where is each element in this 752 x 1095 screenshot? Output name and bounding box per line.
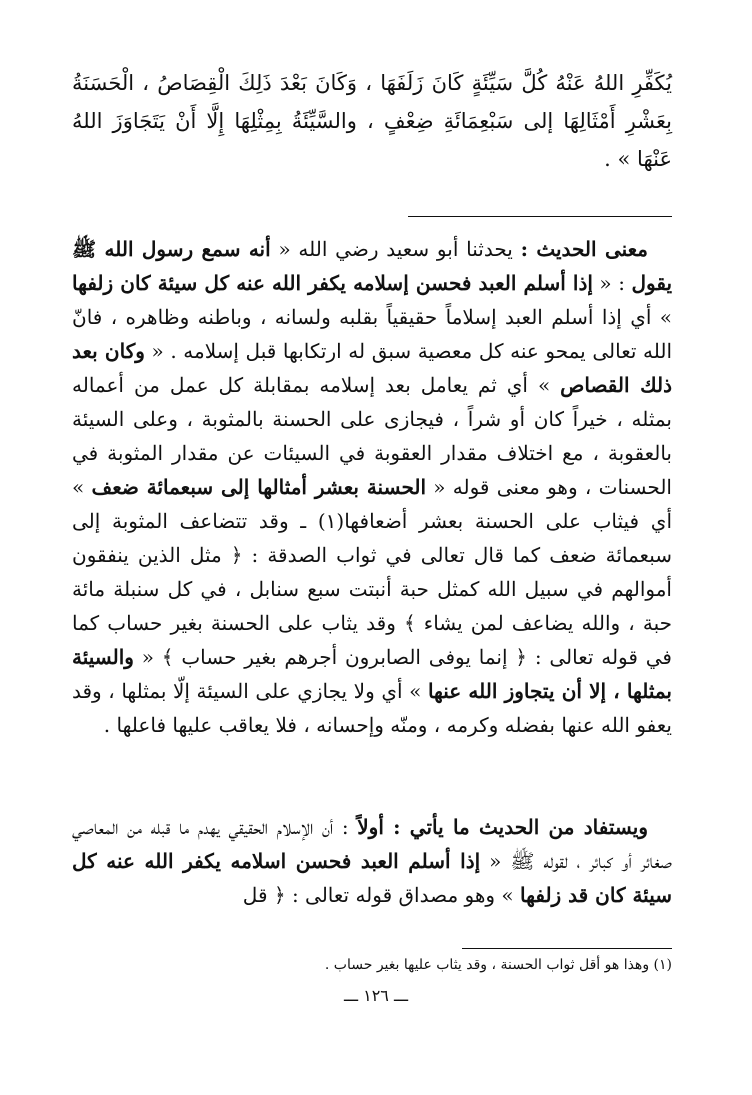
text-run: : أن الإسلام الحقيقي يهدم ما قبله من المعاصي صغائر أو كبائر ، لقوله ﷺ «: [72, 815, 672, 873]
text-run: » أي ولا يجازي على السيئة إلّا بمثلها ، وقد يعفو الله عنها بفضله وكرمه ، ومنّه وإحسانه ، فلا يعاقب عليها فاعلها .: [72, 679, 672, 737]
footnote-divider: [462, 948, 672, 949]
benefits-paragraph: [72, 810, 672, 912]
text-run: » أي فيثاب على الحسنة بعشر أضعافها(١) ـ وقد تتضاعف المثوبة إلى سبعمائة ضعف كما قال تعالى في ثواب الصدقة : ﴿ مثل الذين ينفقون أموالهم في سبيل الله كمثل حبة أنبتت سبع سنابل ، في كل سنبلة مائة حبة ، والله يضاعف لمن يشاء ﴾ وقد يثاب على الحسنة بغير حساب كما في قوله تعالى : ﴿ إنما يوفى الصابرون أجرهم بغير حساب ﴾ «: [72, 475, 673, 669]
section-divider: [408, 216, 672, 217]
text-run: » وهو مصداق قوله تعالى : ﴿ قل: [242, 883, 521, 907]
text-run: يحدثنا أبو سعيد رضي الله «: [270, 237, 521, 261]
bold-quote: والسيئة بمثلها ، إلا أن يتجاوز الله عنها: [72, 645, 673, 703]
footnote: (١) وهذا هو أقل ثواب الحسنة ، وقد يثاب عليها بغير حساب .: [324, 957, 672, 973]
bold-quote: وكان بعد ذلك القصاص: [72, 339, 673, 397]
bold-quote: الحسنة بعشر أمثالها إلى سبعمائة ضعف: [91, 475, 426, 499]
text-run: » أي ثم يعامل بعد إسلامه بمقابلة كل عمل من أعماله بمثله ، خيراً كان أو شراً ، فيجازى على الحسنة بالمثوبة ، وعلى السيئة بالعقوبة ، مع اختلاف مقدار العقوبة في السيئات عن مقدار المثوبة في الحسنات ، وهو معنى قوله «: [72, 373, 672, 499]
bold-quote: إذا أسلم العبد فحسن إسلامه يكفر الله عنه كل سيئة كان زلفها: [72, 271, 593, 295]
bold-quote: إذا أسلم العبد فحسن اسلامه يكفر الله عنه كل سيئة كان قد زلفها: [72, 849, 672, 907]
hadith-text: يُكَفِّرِ اللهُ عَنْهُ كُلَّ سَيِّئَةٍ كَانَ زَلَفَهَا ، وَكَانَ بَعْدَ ذَلِكَ الْقِصَاصُ ، الْحَسَنَةُ بِعَشْرِ أَمْثَالِهَا إلى سَبْعِمَائَةِ ضِعْفٍ ، والسَّيِّئَةُ بِمِثْلِهَا إِلَّا أَنْ يَتَجَاوَزَ اللهُ عَنْهَا » .: [72, 71, 672, 171]
section-heading: معنى الحديث :: [520, 237, 649, 261]
bold-label: أولاً: [357, 815, 394, 839]
section-heading: ويستفاد من الحديث ما يأتي :: [393, 815, 648, 839]
text-run: : «: [592, 271, 632, 295]
bold-quote: أنه سمع رسول الله ﷺ يقول: [72, 237, 673, 295]
text-run: » أي إذا أسلم العبد إسلاماً حقيقياً بقلبه ولسانه ، وباطنه وظاهره ، فانّ الله تعالى يمحو عنه كل معصية سبق له ارتكابها قبل إسلامه . «: [72, 305, 673, 363]
explanation-paragraph: [72, 232, 672, 742]
page-number: ـــ ١٢٦ ـــ: [343, 986, 409, 1005]
